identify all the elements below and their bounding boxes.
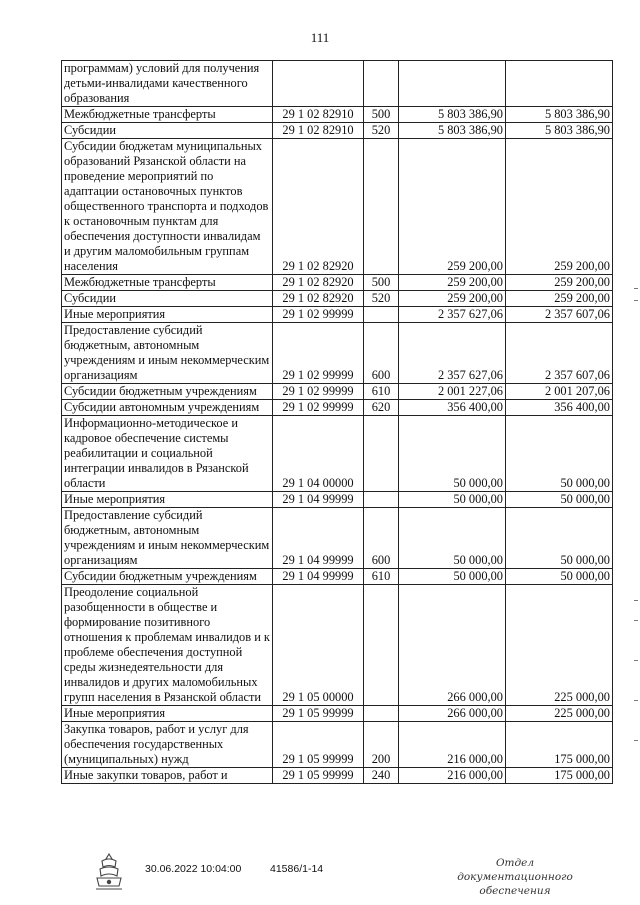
table-row xyxy=(62,706,613,722)
row-name: Субсидии xyxy=(62,123,273,139)
row-amount-2: 2 001 207,06 xyxy=(506,384,613,400)
row-expense-type: 520 xyxy=(364,123,399,139)
row-amount-2: 50 000,00 xyxy=(506,492,613,508)
row-expense-type xyxy=(364,416,399,492)
row-amount-2 xyxy=(506,61,613,107)
row-code: 29 1 02 82910 xyxy=(273,107,364,123)
row-code: 29 1 05 99999 xyxy=(273,706,364,722)
row-name: Субсидии бюджетным учреждениям xyxy=(62,569,273,585)
row-name: Преодоление социальной разобщенности в обществе и формирование позитивного отношения к проблемам инвалидов и к проблеме обеспечения доступной среды жизнедеятельности для инвалидов и других маломобильных групп населения в Рязанской области xyxy=(62,585,273,706)
row-name: Иные мероприятия xyxy=(62,492,273,508)
row-amount-2: 356 400,00 xyxy=(506,400,613,416)
row-code: 29 1 02 82920 xyxy=(273,291,364,307)
row-amount-1: 5 803 386,90 xyxy=(399,123,506,139)
row-name: Информационно-методическое и кадровое обеспечение системы реабилитации и социальной интеграции инвалидов в Рязанской области xyxy=(62,416,273,492)
table-row xyxy=(62,400,613,416)
row-amount-1: 2 001 227,06 xyxy=(399,384,506,400)
row-name: Иные закупки товаров, работ и xyxy=(62,768,273,784)
row-code xyxy=(273,61,364,107)
row-code: 29 1 05 99999 xyxy=(273,768,364,784)
row-amount-2: 259 200,00 xyxy=(506,291,613,307)
row-code: 29 1 02 82920 xyxy=(273,139,364,275)
row-expense-type: 500 xyxy=(364,275,399,291)
row-name: Субсидии автономным учреждениям xyxy=(62,400,273,416)
row-expense-type xyxy=(364,139,399,275)
row-amount-1: 5 803 386,90 xyxy=(399,107,506,123)
table-row xyxy=(62,307,613,323)
row-code: 29 1 04 99999 xyxy=(273,508,364,569)
row-code: 29 1 02 99999 xyxy=(273,307,364,323)
budget-table xyxy=(61,60,613,784)
row-expense-type xyxy=(364,706,399,722)
row-expense-type xyxy=(364,61,399,107)
row-amount-2: 225 000,00 xyxy=(506,706,613,722)
table-row xyxy=(62,291,613,307)
row-amount-1: 2 357 627,06 xyxy=(399,307,506,323)
row-name: Субсидии xyxy=(62,291,273,307)
row-amount-2: 175 000,00 xyxy=(506,722,613,768)
row-amount-1: 356 400,00 xyxy=(399,400,506,416)
row-amount-2: 50 000,00 xyxy=(506,416,613,492)
row-name: Предоставление субсидий бюджетным, автономным учреждениям и иным некоммерческим организациям xyxy=(62,323,273,384)
row-expense-type: 610 xyxy=(364,384,399,400)
table-row xyxy=(62,384,613,400)
row-expense-type xyxy=(364,307,399,323)
row-code: 29 1 04 99999 xyxy=(273,492,364,508)
row-amount-2: 259 200,00 xyxy=(506,275,613,291)
row-amount-1: 50 000,00 xyxy=(399,569,506,585)
row-name: Межбюджетные трансферты xyxy=(62,107,273,123)
table-row xyxy=(62,275,613,291)
row-code: 29 1 02 99999 xyxy=(273,400,364,416)
footer-document-number: 41586/1-14 xyxy=(270,863,324,875)
row-name: Субсидии бюджетам муниципальных образований Рязанской области на проведение мероприятий по адаптации остановочных пунктов общественного транспорта и подходов к остановочным пунктам для обеспечения доступности инвалидам и другим маломобильным группам населения xyxy=(62,139,273,275)
row-amount-2: 225 000,00 xyxy=(506,585,613,706)
row-amount-1: 50 000,00 xyxy=(399,492,506,508)
table-row xyxy=(62,61,613,107)
row-amount-1: 216 000,00 xyxy=(399,768,506,784)
table-row xyxy=(62,107,613,123)
row-code: 29 1 04 99999 xyxy=(273,569,364,585)
table-row xyxy=(62,768,613,784)
table-row xyxy=(62,323,613,384)
row-expense-type: 600 xyxy=(364,323,399,384)
table-row xyxy=(62,585,613,706)
row-amount-2: 2 357 607,06 xyxy=(506,323,613,384)
row-code: 29 1 05 00000 xyxy=(273,585,364,706)
row-amount-2: 259 200,00 xyxy=(506,139,613,275)
row-expense-type: 600 xyxy=(364,508,399,569)
row-code: 29 1 02 82920 xyxy=(273,275,364,291)
row-code: 29 1 02 99999 xyxy=(273,384,364,400)
row-amount-1: 259 200,00 xyxy=(399,291,506,307)
row-amount-2: 5 803 386,90 xyxy=(506,123,613,139)
emblem-logo-icon xyxy=(92,852,126,892)
page-number: 111 xyxy=(310,30,330,45)
row-amount-1: 266 000,00 xyxy=(399,706,506,722)
scan-margin-marks xyxy=(632,0,638,905)
row-name: Закупка товаров, работ и услуг для обеспечения государственных (муниципальных) нужд xyxy=(62,722,273,768)
row-amount-1: 2 357 627,06 xyxy=(399,323,506,384)
footer-department-line: обеспечения xyxy=(479,885,551,897)
row-expense-type: 200 xyxy=(364,722,399,768)
row-name: программам) условий для получения детьми-инвалидами качественного образования xyxy=(62,61,273,107)
row-expense-type: 520 xyxy=(364,291,399,307)
table-row xyxy=(62,508,613,569)
table-row xyxy=(62,722,613,768)
row-code: 29 1 04 00000 xyxy=(273,416,364,492)
row-code: 29 1 05 99999 xyxy=(273,722,364,768)
row-amount-2: 50 000,00 xyxy=(506,569,613,585)
table-row xyxy=(62,123,613,139)
row-expense-type: 500 xyxy=(364,107,399,123)
row-amount-1 xyxy=(399,61,506,107)
row-amount-1: 259 200,00 xyxy=(399,275,506,291)
row-amount-1: 216 000,00 xyxy=(399,722,506,768)
row-amount-1: 266 000,00 xyxy=(399,585,506,706)
table-row xyxy=(62,416,613,492)
row-code: 29 1 02 82910 xyxy=(273,123,364,139)
row-amount-2: 5 803 386,90 xyxy=(506,107,613,123)
row-name: Межбюджетные трансферты xyxy=(62,275,273,291)
row-name: Иные мероприятия xyxy=(62,307,273,323)
table-row xyxy=(62,139,613,275)
row-expense-type xyxy=(364,492,399,508)
table-row xyxy=(62,492,613,508)
footer-timestamp: 30.06.2022 10:04:00 xyxy=(145,863,242,875)
row-amount-2: 2 357 607,06 xyxy=(506,307,613,323)
row-amount-1: 50 000,00 xyxy=(399,416,506,492)
row-code: 29 1 02 99999 xyxy=(273,323,364,384)
row-name: Предоставление субсидий бюджетным, автономным учреждениям и иным некоммерческим организациям xyxy=(62,508,273,569)
row-expense-type: 620 xyxy=(364,400,399,416)
row-name: Субсидии бюджетным учреждениям xyxy=(62,384,273,400)
footer-department xyxy=(440,856,590,898)
row-expense-type: 240 xyxy=(364,768,399,784)
row-amount-1: 50 000,00 xyxy=(399,508,506,569)
table-row xyxy=(62,569,613,585)
row-expense-type: 610 xyxy=(364,569,399,585)
row-expense-type xyxy=(364,585,399,706)
row-amount-1: 259 200,00 xyxy=(399,139,506,275)
footer-department-line: Отдел документационного xyxy=(457,857,573,883)
row-name: Иные мероприятия xyxy=(62,706,273,722)
row-amount-2: 50 000,00 xyxy=(506,508,613,569)
row-amount-2: 175 000,00 xyxy=(506,768,613,784)
